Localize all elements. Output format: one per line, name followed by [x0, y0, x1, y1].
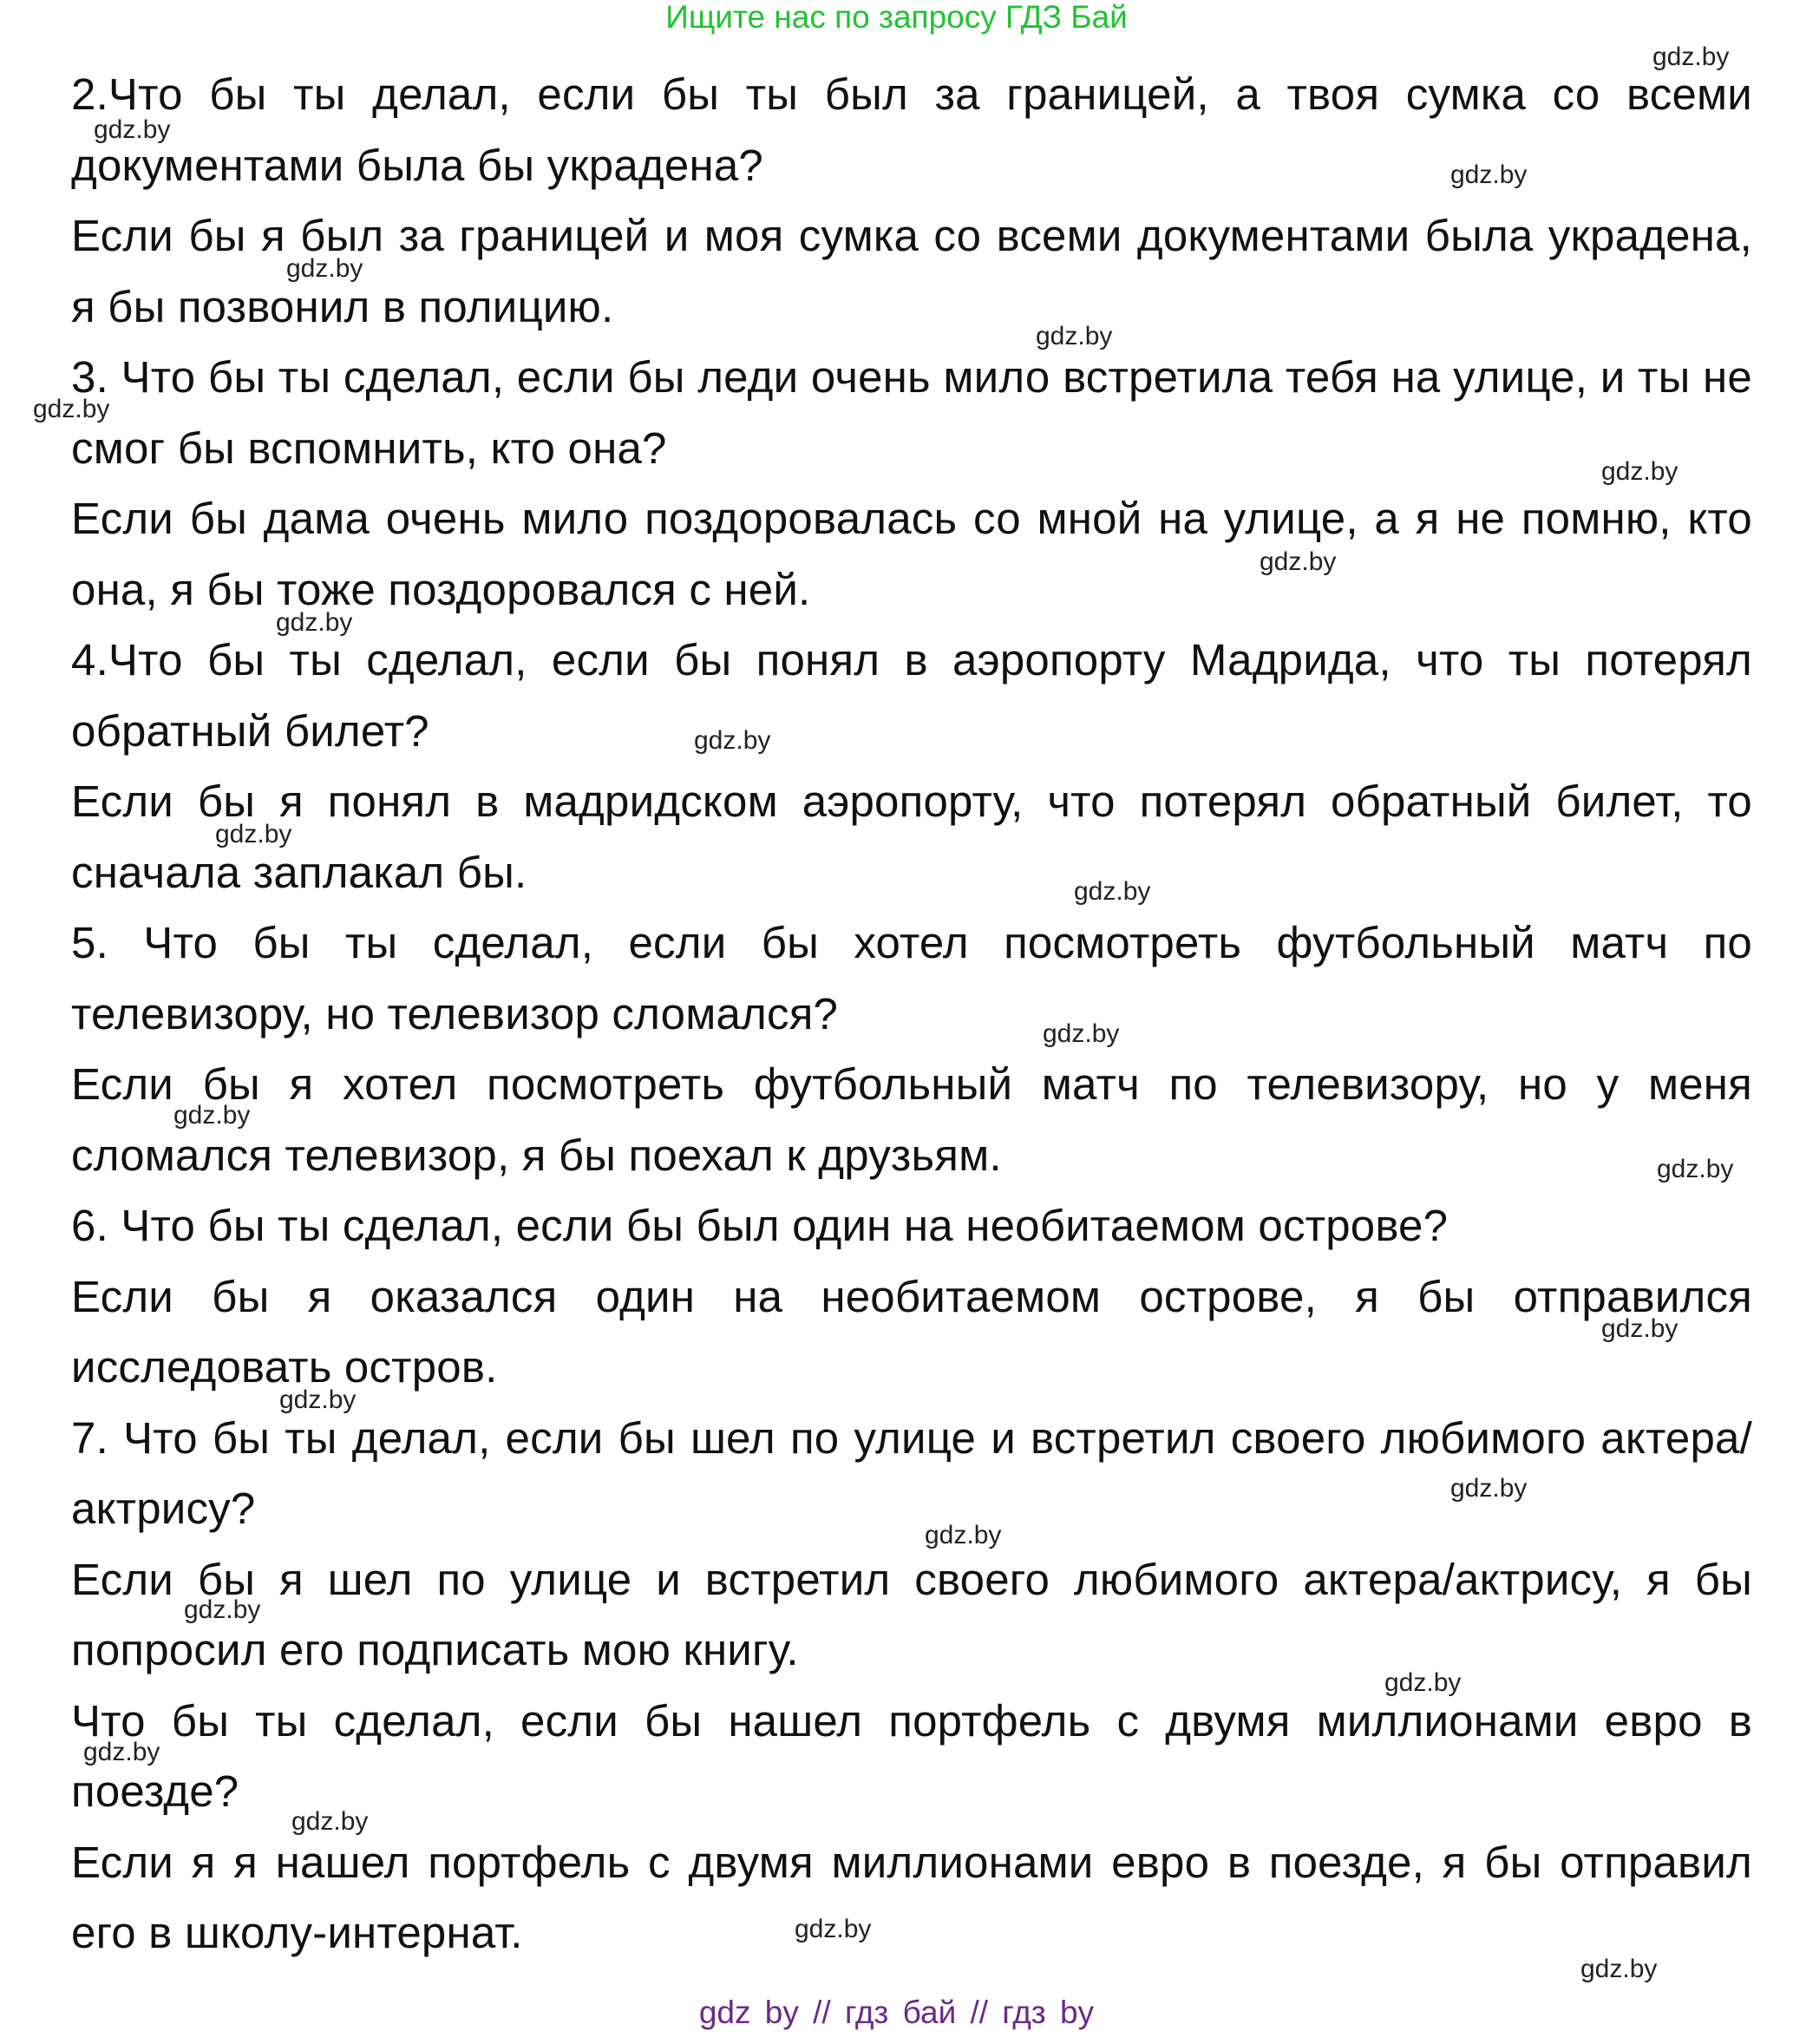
watermark: gdz.by — [1384, 1668, 1462, 1697]
watermark: gdz.by — [173, 1101, 251, 1130]
watermark: gdz.by — [1580, 1955, 1658, 1983]
question-2: 2.Что бы ты делал, если бы ты был за границей, а твоя сумка со всеми документами была бы украдена? — [71, 69, 1752, 190]
watermark: gdz.by — [1657, 1155, 1734, 1183]
watermark: gdz.by — [184, 1595, 261, 1624]
watermark: gdz.by — [694, 726, 771, 755]
watermark: gdz.by — [925, 1521, 1002, 1549]
watermark: gdz.by — [291, 1807, 369, 1836]
answer-2: Если бы я был за границей и моя сумка со всеми документами была украдена, я бы позвонил в полицию. — [71, 211, 1752, 331]
footer-links[interactable]: gdz by // гдз бай // гдз by — [698, 1995, 1095, 2030]
watermark: gdz.by — [94, 115, 171, 144]
watermark: gdz.by — [1074, 877, 1151, 906]
answer-5: Если бы я хотел посмотреть футбольный матч по телевизору, но у меня сломался телевизор, я бы поехал к друзьям. — [71, 1059, 1752, 1180]
watermark: gdz.by — [1043, 1019, 1120, 1048]
watermark: gdz.by — [1601, 457, 1678, 486]
watermark: gdz.by — [1450, 161, 1528, 189]
watermark: gdz.by — [1652, 43, 1730, 71]
answer-6: Если бы я оказался один на необитаемом острове, я бы отправился исследовать остров. — [71, 1271, 1752, 1392]
question-3: 3. Что бы ты сделал, если бы леди очень мило встретила тебя на улице, и ты не смог бы вспомнить, кто она? — [71, 352, 1752, 473]
question-4: 4.Что бы ты сделал, если бы понял в аэропорту Мадрида, что ты потерял обратный билет? — [71, 635, 1752, 756]
question-6: 6. Что бы ты сделал, если бы был один на необитаемом острове? — [71, 1201, 1449, 1250]
document-body — [71, 59, 1752, 1969]
question-7: 7. Что бы ты делал, если бы шел по улице и встретил своего любимого актера/актрису? — [71, 1412, 1752, 1533]
watermark: gdz.by — [83, 1738, 160, 1766]
answer-8: Если я я нашел портфель с двумя миллионами евро в поезде, я бы отправил его в школу-интернат. — [71, 1837, 1752, 1957]
question-5: 5. Что бы ты сделал, если бы хотел посмотреть футбольный матч по телевизору, но телевизор сломался? — [71, 918, 1752, 1038]
watermark: gdz.by — [1260, 547, 1337, 576]
answer-7: Если бы я шел по улице и встретил своего любимого актера/актрису, я бы попросил его подписать мою книгу. — [71, 1554, 1752, 1674]
watermark: gdz.by — [276, 608, 353, 637]
watermark: gdz.by — [795, 1915, 872, 1943]
top-banner: Ищите нас по запросу ГДЗ Бай — [665, 0, 1128, 35]
watermark: gdz.by — [33, 395, 110, 423]
watermark: gdz.by — [215, 820, 292, 848]
question-8: Что бы ты сделал, если бы нашел портфель с двумя миллионами евро в поезде? — [71, 1695, 1752, 1816]
watermark: gdz.by — [286, 254, 363, 283]
answer-3: Если бы дама очень мило поздоровалась со мной на улице, а я не помню, кто она, я бы тоже поздоровался с ней. — [71, 494, 1752, 614]
watermark: gdz.by — [1036, 322, 1113, 350]
answer-4: Если бы я понял в мадридском аэропорту, что потерял обратный билет, то сначала заплакал бы. — [71, 776, 1752, 897]
watermark: gdz.by — [279, 1386, 357, 1414]
watermark: gdz.by — [1601, 1314, 1678, 1343]
watermark: gdz.by — [1450, 1474, 1528, 1503]
